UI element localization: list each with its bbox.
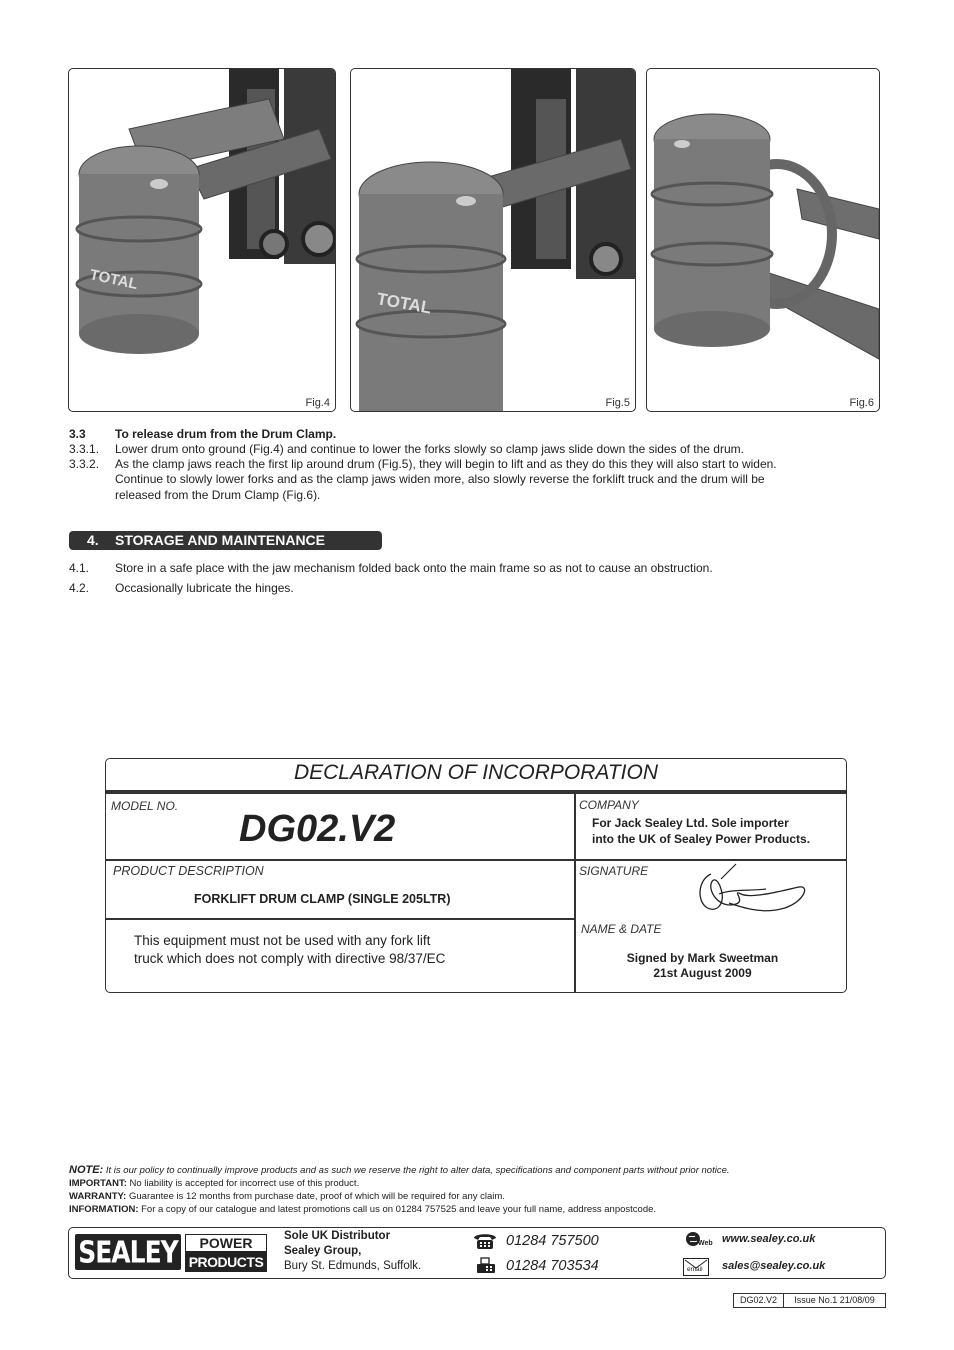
section-number: 4. (87, 532, 99, 548)
item-text: Occasionally lubricate the hinges. (115, 581, 294, 595)
item-text: released from the Drum Clamp (Fig.6). (115, 488, 321, 502)
item-number: 3.3.2. (69, 457, 100, 471)
note-text: It is our policy to continually improve products and as such we reserve the right to alter data, specifications and component parts without prior notice. (105, 1165, 730, 1176)
fax-number[interactable]: 01284 703534 (506, 1258, 599, 1274)
product-description: FORKLIFT DRUM CLAMP (SINGLE 205LTR) (194, 892, 451, 906)
company-line: into the UK of Sealey Power Products. (592, 832, 811, 846)
email-icon: email (683, 1258, 709, 1276)
company-line: For Jack Sealey Ltd. Sole importer (592, 816, 789, 830)
website-link[interactable]: www.sealey.co.uk (722, 1233, 816, 1245)
warranty-line (69, 1191, 505, 1203)
phone-icon (472, 1232, 498, 1250)
note-label: NOTE: (69, 1164, 104, 1176)
figure-5 (350, 68, 636, 412)
logo-power: POWER (185, 1234, 267, 1252)
product-description-label: PRODUCT DESCRIPTION (113, 864, 264, 878)
declaration-title: DECLARATION OF INCORPORATION (293, 761, 659, 784)
section-number: 3.3 (69, 427, 86, 441)
section-title: STORAGE AND MAINTENANCE (115, 532, 326, 548)
figure-6 (646, 68, 880, 412)
note-line (69, 1164, 730, 1177)
drum-clamp-photo-fig6 (647, 69, 879, 411)
drum-brand-text: TOTAL (375, 289, 433, 318)
signature-label: SIGNATURE (579, 864, 649, 878)
item-text: Lower drum onto ground (Fig.4) and continue to lower the forks slowly so clamp jaws slide down the sides of the drum. (115, 442, 744, 456)
distributor-line: Sealey Group, (284, 1245, 362, 1257)
figure-4 (68, 68, 336, 412)
important-text: No liability is accepted for incorrect use of this product. (129, 1178, 360, 1189)
name-date-label: NAME & DATE (581, 922, 662, 936)
information-line (69, 1204, 656, 1216)
issue-number: Issue No.1 21/08/09 (784, 1293, 886, 1308)
item-number: 4.2. (69, 581, 90, 595)
information-text: For a copy of our catalogue and latest promotions call us on 01284 757525 and leave your full name, address anpostcode. (141, 1204, 657, 1215)
item-number: 3.3.1. (69, 442, 100, 456)
figure-label: Fig.4 (305, 397, 330, 409)
item-text: Continue to slowly lower forks and as the clamp jaws widen more, also slowly reverse the forklift truck and the drum will be (115, 472, 765, 486)
signed-by: Signed by Mark Sweetman (626, 951, 779, 965)
distributor-line: Bury St. Edmunds, Suffolk. (284, 1260, 422, 1272)
distributor-line: Sole UK Distributor (284, 1230, 391, 1242)
signature-date: 21st August 2009 (653, 966, 752, 980)
drum-clamp-photo-fig4 (69, 69, 335, 411)
directive-note-line: truck which does not comply with directive 98/37/EC (134, 951, 446, 966)
doc-code: DG02.V2 (733, 1293, 784, 1308)
fax-icon (476, 1257, 496, 1274)
drum-clamp-photo-fig5 (351, 69, 635, 411)
model-number: DG02.V2 (239, 808, 396, 850)
signature-image (691, 859, 811, 919)
section-heading: To release drum from the Drum Clamp. (115, 427, 337, 441)
directive-note-line: This equipment must not be used with any fork lift (134, 933, 431, 948)
important-line (69, 1178, 359, 1190)
phone-number[interactable]: 01284 757500 (506, 1233, 599, 1249)
item-text: As the clamp jaws reach the first lip around drum (Fig.5), they will begin to lift and as they do this they will also start to widen. (115, 457, 777, 471)
contact-box (68, 1227, 886, 1279)
figure-label: Fig.5 (605, 397, 630, 409)
web-icon: Web (685, 1231, 709, 1251)
logo-products: PRODUCTS (185, 1252, 267, 1272)
important-label: IMPORTANT: (69, 1178, 127, 1189)
warranty-label: WARRANTY: (69, 1191, 127, 1202)
logo-text: SEALEY (78, 1235, 178, 1270)
item-number: 4.1. (69, 561, 90, 575)
sealey-logo (75, 1234, 181, 1270)
email-link[interactable]: sales@sealey.co.uk (722, 1260, 826, 1272)
drum-brand-text: TOTAL (88, 266, 140, 294)
item-text: Store in a safe place with the jaw mechanism folded back onto the main frame so as not to cause an obstruction. (115, 561, 713, 575)
information-label: INFORMATION: (69, 1204, 139, 1215)
figure-label: Fig.6 (849, 397, 874, 409)
section-4-header (69, 531, 382, 550)
company-label: COMPANY (579, 798, 639, 812)
warranty-text: Guarantee is 12 months from purchase date, proof of which will be required for any claim. (128, 1191, 505, 1202)
declaration-box (105, 758, 847, 993)
model-label: MODEL NO. (111, 799, 179, 813)
